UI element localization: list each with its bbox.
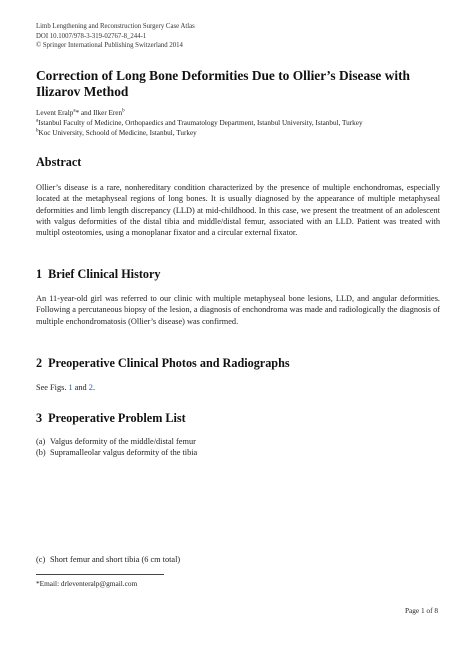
- problem-list-item: [36, 436, 196, 447]
- author-name: Levent Eralp: [36, 109, 74, 117]
- problem-list-item: [36, 554, 180, 565]
- figures-reference: [36, 382, 95, 393]
- author-affiliation-sup: a: [73, 108, 76, 114]
- list-item-text: Short femur and short tibia (6 cm total): [50, 555, 181, 564]
- figure-1-link[interactable]: 1: [68, 383, 73, 392]
- list-marker: (a): [36, 437, 46, 446]
- list-marker: (c): [36, 555, 46, 564]
- affiliation-line: [36, 128, 456, 138]
- period-text: .: [92, 383, 96, 392]
- affiliation-text: Istanbul Faculty of Medicine, Orthopaedics and Traumatology Department, Istanbul University, Istanbul, Turkey: [38, 119, 363, 128]
- section-number: 2: [36, 356, 43, 370]
- affiliation-line: [36, 118, 456, 128]
- section-title: Brief Clinical History: [48, 267, 161, 281]
- book-title-line: Limb Lengthening and Reconstruction Surgery Case Atlas: [36, 23, 195, 30]
- list-item-text: Supramalleolar valgus deformity of the tibia: [50, 448, 198, 457]
- clinical-history-text: An 11-year-old girl was referred to our clinic with multiple metaphyseal bone lesions, LLD, and angular deformities. Following a percutaneous biopsy of the lesion, a diagnosis of enchondroma was made and radiologically the diagnosis of multiple enchondromatosis (Ollier’s disease) was confirmed.: [36, 294, 440, 326]
- affiliation-sup: b: [36, 129, 39, 135]
- list-marker: (b): [36, 448, 46, 457]
- section-title: Preoperative Clinical Photos and Radiographs: [48, 356, 290, 370]
- doi-line: DOI 10.1007/978-3-319-02767-8_244-1: [36, 32, 147, 40]
- section-number: 1: [36, 267, 43, 281]
- section-heading: [36, 356, 290, 371]
- author-block: [36, 108, 456, 139]
- affiliation-text: Koc University, Schoold of Medicine, Istanbul, Turkey: [38, 129, 197, 138]
- figure-2-link[interactable]: 2: [88, 383, 93, 392]
- see-figs-text: See Figs.: [36, 383, 69, 392]
- author-line: [36, 108, 456, 118]
- footnote-email: *Email: drleventeralp@gmail.com: [36, 579, 138, 588]
- affiliation-sup: a: [36, 118, 39, 124]
- section-number: 3: [36, 411, 43, 425]
- problem-list-item: [36, 447, 197, 458]
- abstract-heading: Abstract: [36, 155, 82, 169]
- page-number: Page 1 of 8: [404, 606, 438, 615]
- author-name: Ilker Eren: [93, 109, 123, 117]
- book-header: [36, 22, 195, 51]
- author-affiliation-sup: b: [122, 108, 125, 114]
- article-title: Correction of Long Bone Deformities Due to Ollier’s Disease with Ilizarov Method: [36, 68, 410, 99]
- section-heading: [36, 411, 186, 426]
- abstract-text: Ollier’s disease is a rare, nonhereditary condition characterized by the presence of multiple enchondromas, especially located at the metaphyseal regions of long bones. It is usually diagnosed by the appearance of multiple metaphyseal deformities and limb length discrepancy (LLD) at mid-childhood. In this case, we present the treatment of an adolescent with valgus deformities of the distal tibia and middle/distal femur, associated with an LLD. Patient was treated with multipl osteotomies, using a monoplanar fixator and a circular external fixator.: [36, 183, 440, 238]
- section-heading: [36, 267, 160, 282]
- corresponding-mark: *: [75, 109, 80, 117]
- list-item-text: Valgus deformity of the middle/distal femur: [50, 437, 196, 446]
- author-conjunction: and: [79, 109, 94, 117]
- and-text: and: [72, 383, 89, 392]
- copyright-line: © Springer International Publishing Switzerland 2014: [36, 42, 183, 50]
- footnote-divider: [36, 574, 164, 575]
- section-title: Preoperative Problem List: [48, 411, 186, 425]
